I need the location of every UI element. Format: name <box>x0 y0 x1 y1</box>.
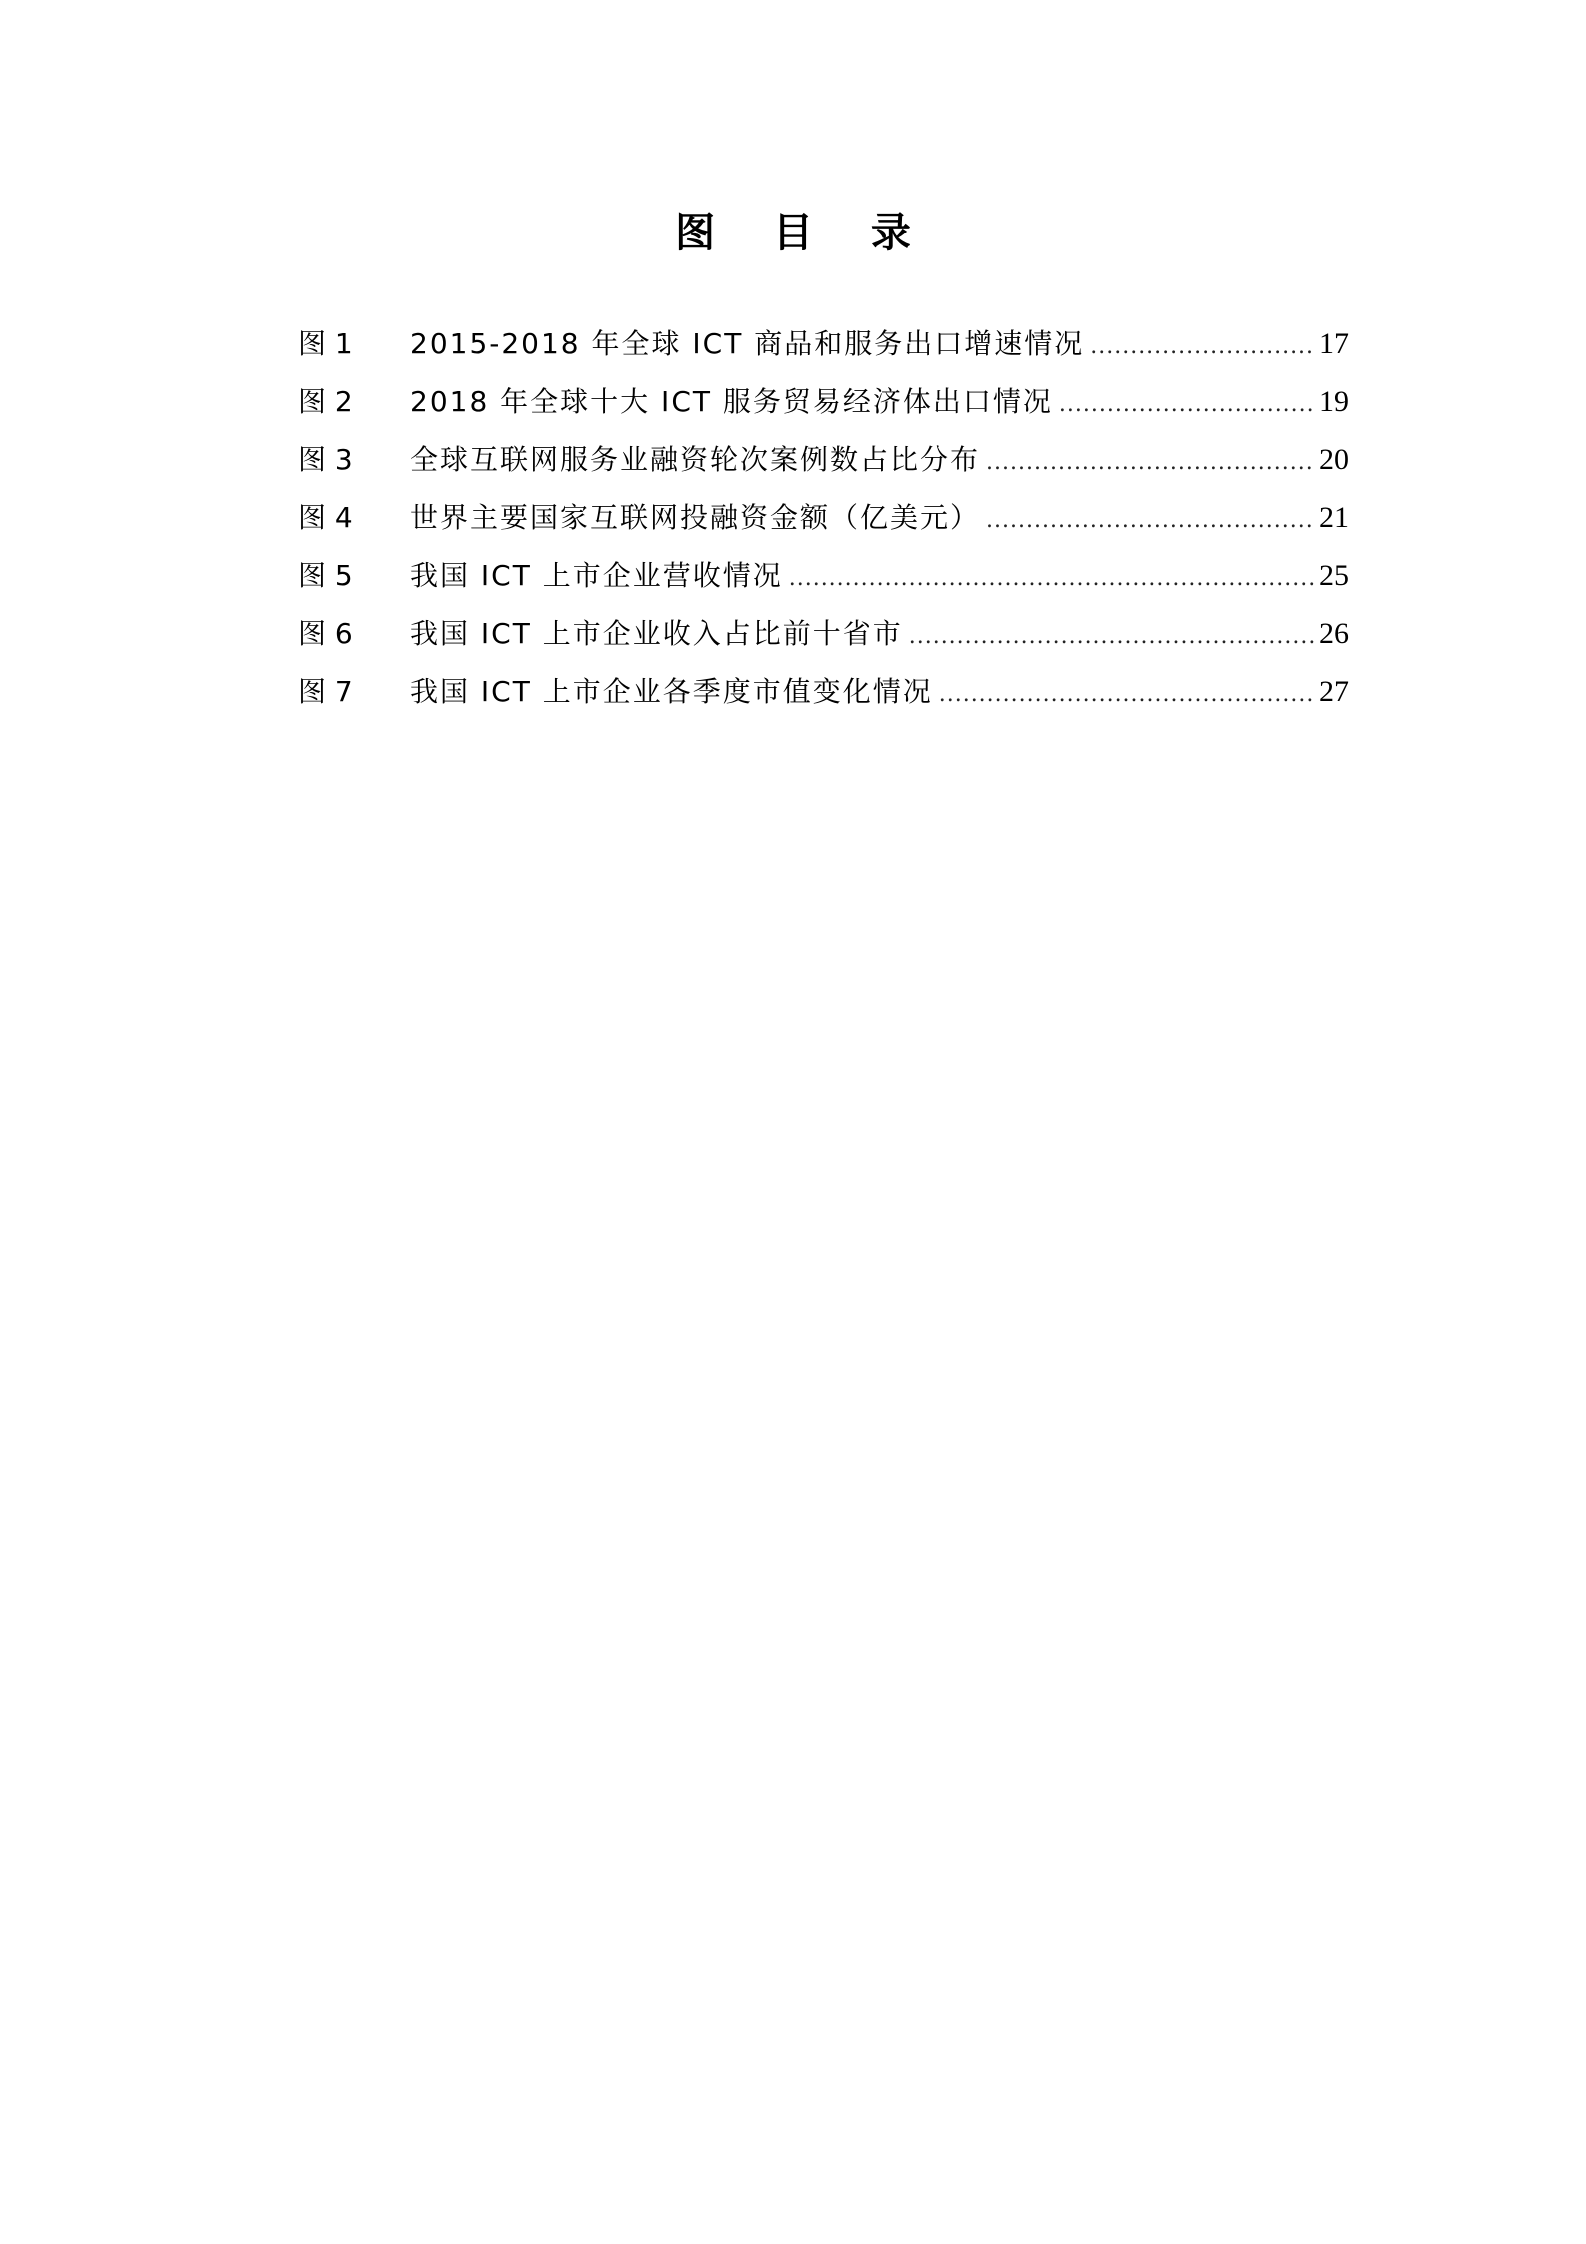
dot-leader <box>909 608 1315 666</box>
figure-number: 图 1 <box>298 327 353 360</box>
dot-leader <box>939 666 1315 724</box>
figure-list <box>298 315 1349 721</box>
page-number: 19 <box>1319 385 1349 418</box>
figure-number: 图 6 <box>298 617 353 650</box>
dot-leader <box>1059 376 1315 434</box>
dot-leader <box>986 492 1315 550</box>
figure-number: 图 7 <box>298 675 353 708</box>
toc-entry[interactable] <box>298 663 1349 721</box>
dot-leader <box>789 550 1315 608</box>
dot-leader <box>1090 318 1315 376</box>
toc-entry[interactable] <box>298 315 1349 373</box>
page-title: 图 目 录 <box>675 210 933 256</box>
page-number: 21 <box>1319 501 1349 534</box>
page-number: 25 <box>1319 559 1349 592</box>
toc-entry[interactable] <box>298 547 1349 605</box>
figure-number: 图 4 <box>298 501 353 534</box>
page-number: 26 <box>1319 617 1349 650</box>
toc-entry[interactable] <box>298 489 1349 547</box>
figure-title: 我国 ICT 上市企业各季度市值变化情况 <box>410 675 933 708</box>
figure-title: 世界主要国家互联网投融资金额（亿美元） <box>410 501 981 534</box>
dot-leader <box>986 434 1315 492</box>
figure-number: 图 3 <box>298 443 353 476</box>
toc-entry[interactable] <box>298 431 1349 489</box>
figure-title: 全球互联网服务业融资轮次案例数占比分布 <box>410 443 981 476</box>
figure-title: 我国 ICT 上市企业营收情况 <box>410 559 783 592</box>
toc-entry[interactable] <box>298 373 1349 431</box>
figure-title: 我国 ICT 上市企业收入占比前十省市 <box>410 617 903 650</box>
figure-title: 2015-2018 年全球 ICT 商品和服务出口增速情况 <box>410 327 1085 360</box>
page-number: 27 <box>1319 675 1349 708</box>
figure-number: 图 5 <box>298 559 353 592</box>
figure-title: 2018 年全球十大 ICT 服务贸易经济体出口情况 <box>410 385 1053 418</box>
page-number: 20 <box>1319 443 1349 476</box>
figure-number: 图 2 <box>298 385 353 418</box>
toc-entry[interactable] <box>298 605 1349 663</box>
page-number: 17 <box>1319 327 1349 360</box>
